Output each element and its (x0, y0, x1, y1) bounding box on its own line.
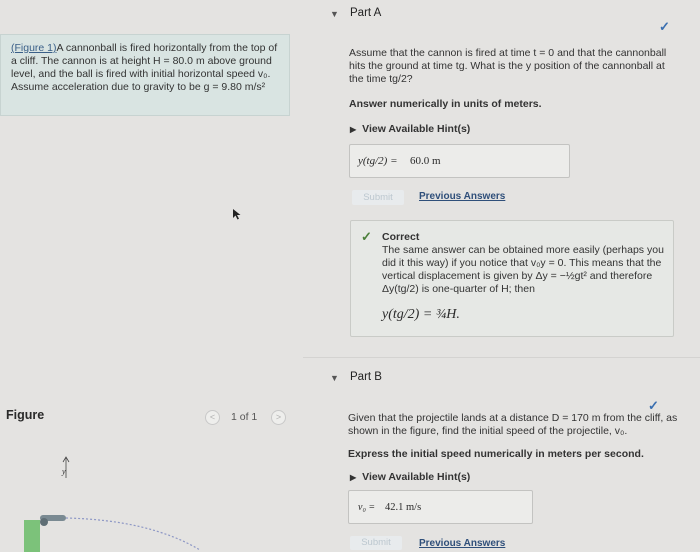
part-a-instruction: Answer numerically in units of meters. (349, 98, 542, 110)
next-figure-button[interactable] (271, 410, 286, 425)
feedback-text: The same answer can be obtained more easily (perhaps you did it this way) if you notice that v₀y = 0. This means that the vertical displacement is given by Δy = −½gt² and therefore Δy(tg/2) is one-quarter of H; then (382, 244, 664, 295)
answer-label: v₀ = (358, 502, 376, 513)
part-a-question: Assume that the cannon is fired at time t = 0 and that the cannonball hits the ground at time tg. What is the y position of the cannonball at the time tg/2? (349, 47, 667, 85)
part-b-hint-link[interactable] (350, 471, 470, 483)
part-b-previous-answers-link[interactable]: Previous Answers (419, 538, 506, 549)
prev-figure-button[interactable] (205, 410, 220, 425)
part-a-previous-answers-link[interactable]: Previous Answers (419, 191, 506, 202)
figure-title: Figure (6, 408, 45, 422)
figure-link[interactable]: (Figure 1) (11, 42, 57, 54)
answer-value: 42.1 m/s (385, 502, 422, 513)
hint-triangle-icon: ▶ (350, 473, 357, 482)
cursor-icon (232, 207, 242, 225)
trajectory (66, 518, 200, 550)
part-b-answer-box[interactable] (348, 490, 533, 524)
section-divider (303, 357, 700, 358)
answer-label: y(tg/2) = (358, 155, 398, 167)
part-a-hint-link[interactable] (350, 123, 470, 135)
hint-label: View Available Hint(s) (362, 471, 471, 483)
part-b-title[interactable]: Part B (350, 371, 382, 383)
y-axis-label: y (62, 467, 66, 476)
hint-label: View Available Hint(s) (362, 123, 471, 135)
check-icon: ✓ (648, 398, 659, 413)
part-b-question: Given that the projectile lands at a distance D = 170 m from the cliff, as shown in the figure, find the initial speed of the projectile, v₀. (348, 412, 678, 437)
hint-triangle-icon: ▶ (350, 125, 357, 134)
problem-text: A cannonball is fired horizontally from the top of a cliff. The cannon is at height H = 80.0 m above ground level, and the ball is fired with initial horizontal speed v₀. Assume acceleration due to gravity to be g = 9.80 m/s² (11, 42, 278, 93)
figure-page-count: 1 of 1 (231, 411, 258, 423)
chevron-left-icon: < (209, 412, 216, 422)
cliff (24, 520, 40, 552)
chevron-right-icon: > (275, 412, 282, 422)
caret-down-icon[interactable]: ▼ (330, 9, 339, 19)
answer-value: 60.0 m (410, 155, 441, 167)
check-icon: ✓ (361, 229, 372, 244)
problem-statement (0, 34, 290, 116)
feedback-equation: y(tg/2) = ¾H. (382, 307, 460, 322)
feedback-title: Correct (382, 231, 420, 243)
check-icon: ✓ (659, 19, 670, 34)
part-a-submit-button[interactable]: Submit (352, 190, 404, 205)
part-a-title[interactable]: Part A (350, 7, 382, 19)
caret-down-icon[interactable]: ▼ (330, 373, 339, 383)
part-b-instruction: Express the initial speed numerically in meters per second. (348, 448, 644, 460)
figure-image (0, 440, 290, 552)
part-a-answer-box[interactable] (349, 144, 570, 178)
part-b-submit-button[interactable]: Submit (350, 536, 402, 550)
feedback-correct (350, 220, 674, 337)
